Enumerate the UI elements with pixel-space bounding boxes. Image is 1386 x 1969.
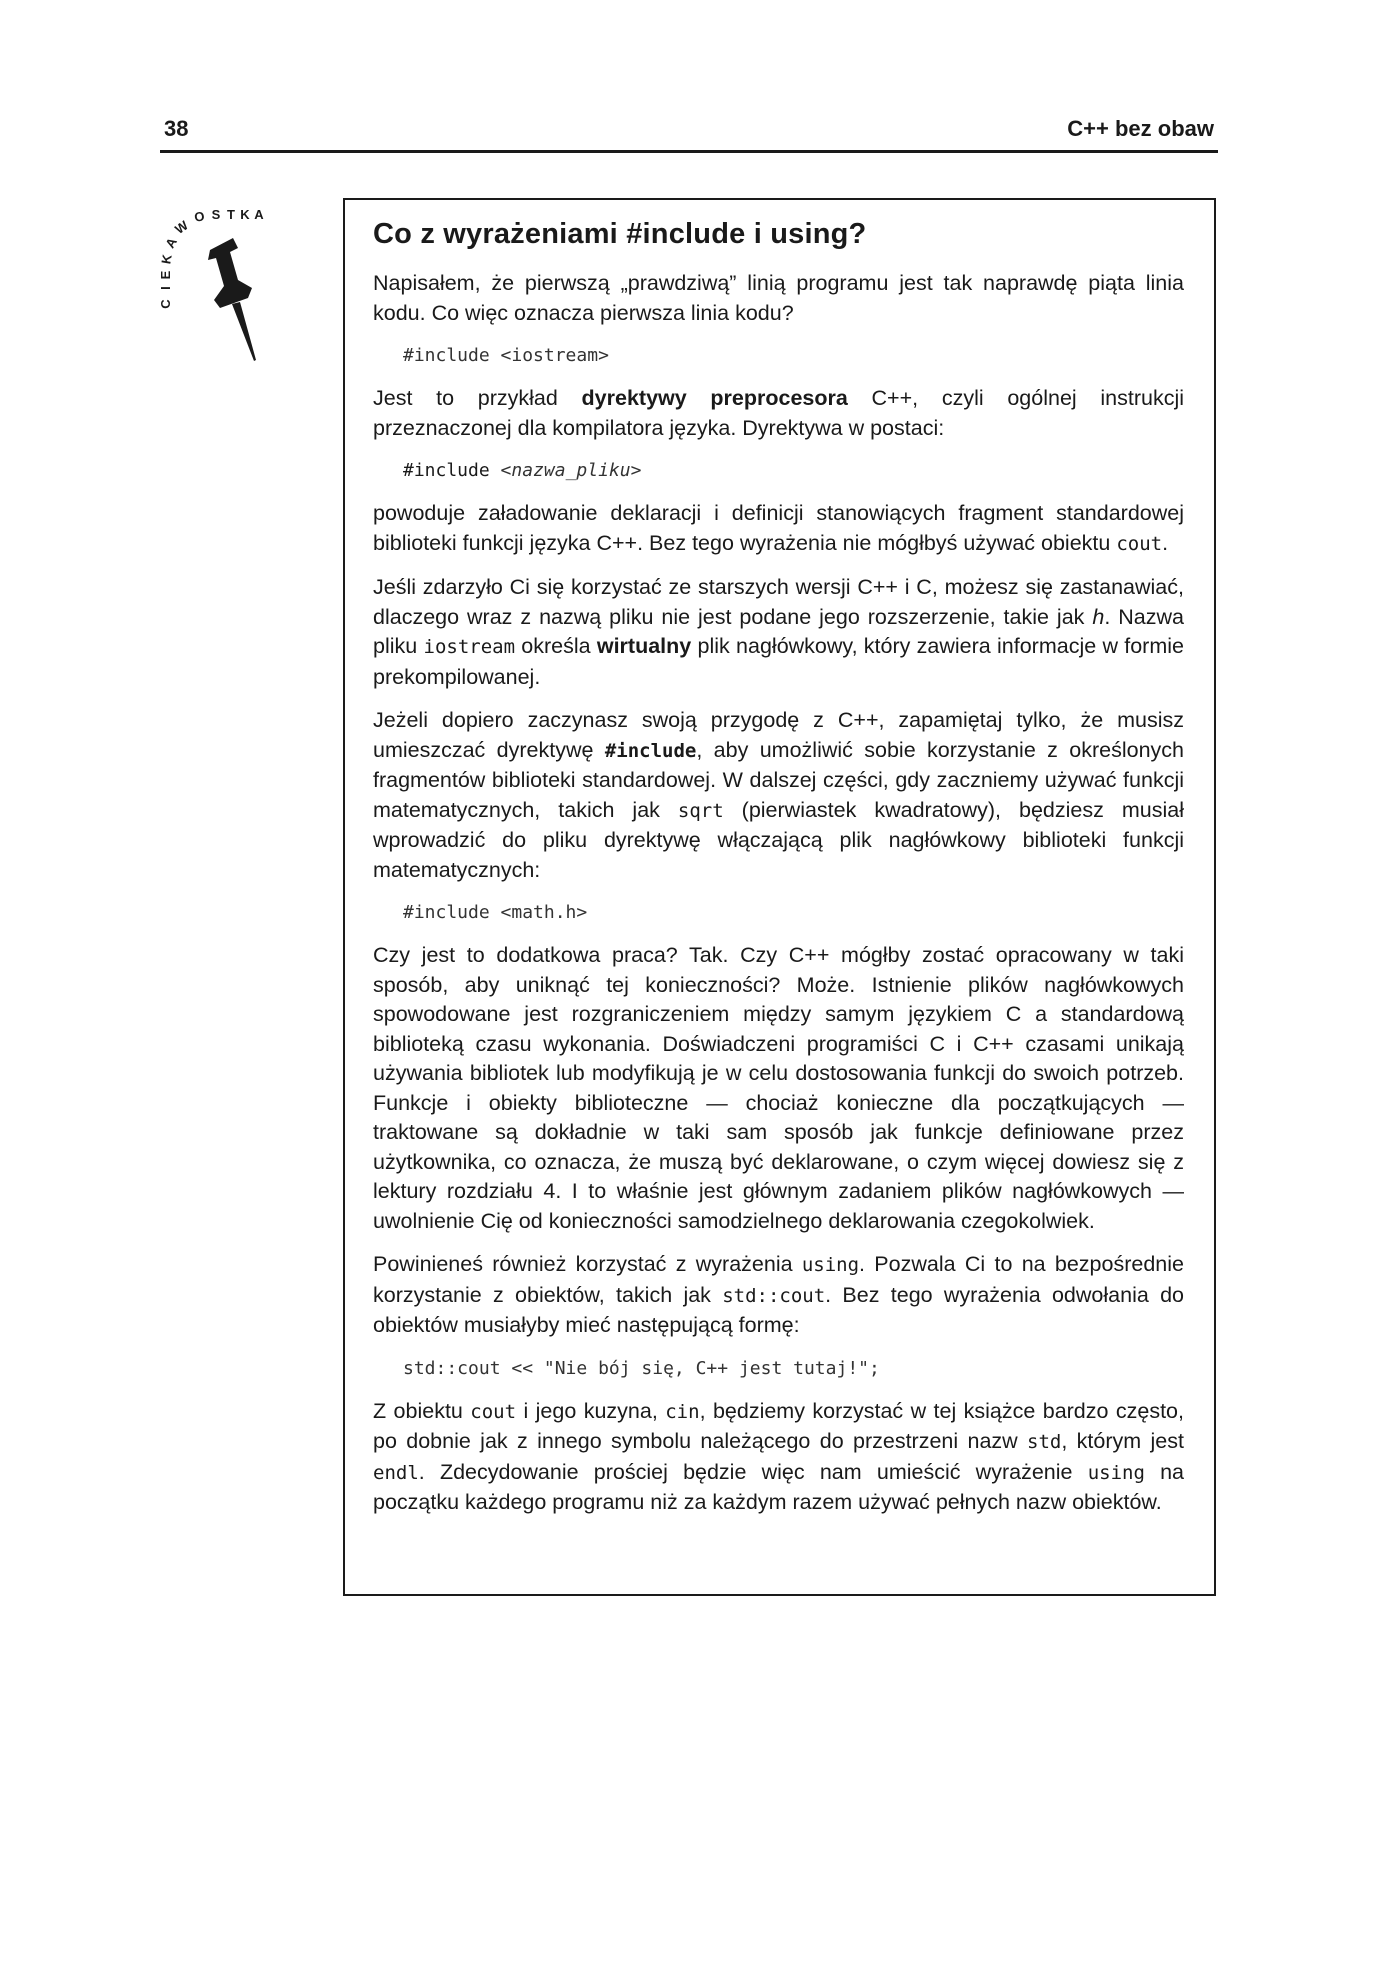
box-title: Co z wyrażeniami #include i using? xyxy=(373,218,867,250)
inline-code: #include xyxy=(604,739,697,762)
text: Powinieneś również korzystać z wyrażenia xyxy=(373,1252,802,1276)
code-line: #include <iostream> xyxy=(403,345,609,366)
text: Jeśli zdarzyło Ci się korzystać ze starszych wersji C++ i C, możesz się zastanawiać, dlaczego wraz z nazwą pliku nie jest podane jego rozszerzenie, takie jak xyxy=(373,575,1184,629)
paragraph xyxy=(373,706,1184,885)
label-letter: I xyxy=(158,286,173,290)
text: Z obiektu xyxy=(373,1398,471,1423)
inline-code: using xyxy=(801,1254,860,1276)
inline-code: cout xyxy=(1116,532,1163,555)
text: C++, czyli ogólnej instrukcji przeznaczonej dla kompilatora języka. Dyrektywa w postaci: xyxy=(373,386,1185,440)
text: . xyxy=(1162,530,1169,555)
page-header xyxy=(160,114,1218,152)
inline-code: cin xyxy=(665,1400,700,1423)
label-letter: K xyxy=(158,253,175,266)
text: . Zdecydowanie prościej będzie więc nam umieścić wyrażenie xyxy=(418,1459,1088,1484)
paragraph: Czy jest to dodatkowa praca? Tak. Czy C++ mógłby zostać opracowany w taki sposób, aby uniknąć tej konieczności? Może. Istnienie plików nagłówkowych spowodowane jest rozgraniczeniem między samym językiem C a standardową biblioteką czasu wykonania. Doświadczeni programiści C i C++ czasami unikają używania bibliotek lub modyfikują je w celu dostosowania funkcji do swoich potrzeb. Funkcje i obiekty biblioteczne — chociaż konieczne dla początkujących — traktowane są dokładnie w taki sam sposób jak funkcje definiowane przez użytkownika, co oznacza, że muszą być deklarowane, o czym więcej dowiesz się z lektury rozdziału 4. I to właśnie jest głównym zadaniem plików nagłówkowych — uwolnienie Cię od konieczności samodzielnego deklarowania czegokolwiek. xyxy=(373,943,1184,1233)
inline-code: std::cout xyxy=(722,1284,826,1307)
text: . Pozwala Ci to na bezpośrednie korzystanie z obiektów, takich jak xyxy=(373,1252,1184,1307)
text: i jego kuzyna, xyxy=(516,1398,666,1423)
bold-term: wirtualny xyxy=(596,634,692,658)
code-line xyxy=(403,457,1184,485)
label-letter: T xyxy=(227,207,235,222)
code-keyword: #include xyxy=(403,460,490,481)
paragraph xyxy=(373,384,1184,443)
label-letter: E xyxy=(158,270,173,280)
sidebar-ciekawostka xyxy=(158,200,298,370)
pushpin-icon xyxy=(158,200,298,370)
text: określa xyxy=(515,634,597,658)
text: , którym jest xyxy=(1061,1429,1184,1453)
code-text: > xyxy=(630,460,642,481)
text: plik nagłówkowy, który zawiera informacje w formie prekompilowanej. xyxy=(373,634,1184,689)
inline-code: using xyxy=(1087,1461,1145,1484)
label-letter: C xyxy=(158,299,173,309)
text: powoduje załadowanie deklaracji i definicji stanowiących fragment standardowej biblioteki funkcji języka C++. Bez tego wyrażenia nie mógłbyś używać obiektu xyxy=(373,501,1184,555)
inline-code: cout xyxy=(470,1400,517,1423)
code-placeholder: nazwa_pliku xyxy=(511,460,631,481)
label-letter: K xyxy=(240,207,250,222)
page-number: 38 xyxy=(164,116,189,141)
text: Jeżeli dopiero zaczynasz swoją przygodę z C++, zapamiętaj tylko, że musisz umieszczać dyrektywę xyxy=(373,708,1184,762)
inline-code: endl xyxy=(373,1461,419,1484)
paragraph xyxy=(373,499,1184,559)
bold-term: dyrektywy preprocesora xyxy=(581,386,848,410)
label-letter: O xyxy=(193,208,206,225)
paragraph: Napisałem, że pierwszą „prawdziwą” linią programu jest tak naprawdę piąta linia kodu. Co więc oznacza pierwsza linia kodu? xyxy=(373,271,1184,325)
text: Jest to przykład xyxy=(373,386,582,410)
text: (pierwiastek kwadratowy), będziesz musiał wprowadzić do pliku dyrektywę włączającą plik nagłówkowy biblioteki funkcji matematycznych: xyxy=(373,797,1184,882)
trivia-box xyxy=(343,198,1216,1596)
inline-code: sqrt xyxy=(677,799,724,822)
text: na początku każdego programu niż za każdym razem używać pełnych nazw obiektów. xyxy=(373,1459,1185,1514)
paragraph xyxy=(373,1397,1184,1518)
code-text: < xyxy=(489,460,512,481)
inline-code: std xyxy=(1027,1431,1062,1453)
label-letter: A xyxy=(254,207,264,222)
text: , będziemy korzystać w tej książce bardzo często, po dobnie jak z innego symbolu należącego do przestrzeni nazw xyxy=(373,1398,1184,1453)
header-rule xyxy=(160,150,1218,153)
italic-term: h xyxy=(1092,604,1105,629)
label-letter: A xyxy=(162,234,180,251)
book-title: C++ bez obaw xyxy=(1067,116,1214,141)
paragraph xyxy=(373,1250,1184,1341)
code-line: #include <math.h> xyxy=(403,902,588,923)
inline-code: iostream xyxy=(423,636,516,658)
code-line: std::cout << "Nie bój się, C++ jest tutaj!"; xyxy=(403,1357,880,1379)
paragraph xyxy=(373,573,1184,692)
text: . Bez tego wyrażenia odwołania do obiektów musiałyby mieć następującą formę: xyxy=(373,1282,1184,1337)
label-letter: S xyxy=(211,207,221,222)
text: , aby umożliwić sobie korzystanie z określonych fragmentów biblioteki standardowej. W dalszej części, gdy zaczniemy używać funkcji matematycznych, takich jak xyxy=(373,737,1184,822)
text: . Nazwa pliku xyxy=(373,604,1184,658)
label-letter: W xyxy=(172,217,191,237)
